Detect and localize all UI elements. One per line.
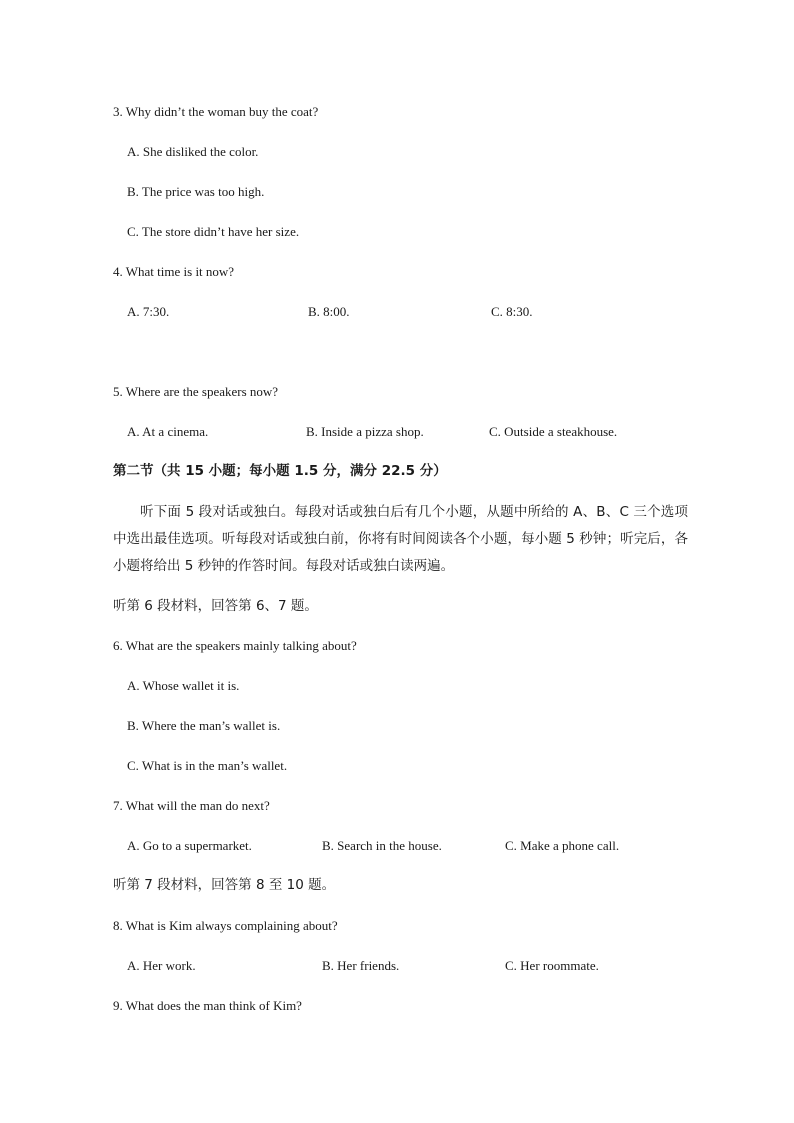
question-3-option-c: C. The store didn’t have her size. <box>127 224 300 239</box>
question-3-option-a: A. She disliked the color. <box>127 144 259 159</box>
question-6-option-a: A. Whose wallet it is. <box>127 678 240 693</box>
question-6-stem: 6. What are the speakers mainly talking about? <box>113 638 357 653</box>
question-5-option-b: B. Inside a pizza shop. <box>306 424 424 439</box>
question-5-option-c: C. Outside a steakhouse. <box>489 424 618 439</box>
section-2-instructions: 听下面 5 段对话或独白。每段对话或独白后有几个小题，从题中所给的 A、B、C 三个选项中选出最佳选项。听每段对话或独白前，你将有时间阅读各个小题，每小题 5 秒钟；听完后，各小题将给出 5 秒钟的作答时间。每段对话或独白读两遍。 <box>113 504 688 574</box>
question-8-option-b: B. Her friends. <box>322 958 400 973</box>
section-2-heading: 第二节（共 15 小题；每小题 1.5 分，满分 22.5 分） <box>113 463 447 479</box>
question-9-stem: 9. What does the man think of Kim? <box>113 998 302 1013</box>
material-7-label: 听第 7 段材料，回答第 8 至 10 题。 <box>113 877 336 893</box>
question-7-option-c: C. Make a phone call. <box>505 838 620 853</box>
question-7-stem: 7. What will the man do next? <box>113 798 270 813</box>
question-4-option-a: A. 7:30. <box>127 304 170 319</box>
question-4-option-c: C. 8:30. <box>491 304 533 319</box>
question-7-option-a: A. Go to a supermarket. <box>127 838 252 853</box>
question-4-option-b: B. 8:00. <box>308 304 350 319</box>
material-6-label: 听第 6 段材料，回答第 6、7 题。 <box>113 598 318 614</box>
question-3-stem: 3. Why didn’t the woman buy the coat? <box>113 104 319 119</box>
question-6-option-c: C. What is in the man’s wallet. <box>127 758 288 773</box>
question-5-option-a: A. At a cinema. <box>127 424 209 439</box>
question-8-stem: 8. What is Kim always complaining about? <box>113 918 338 933</box>
question-6-option-b: B. Where the man’s wallet is. <box>127 718 281 733</box>
question-5-stem: 5. Where are the speakers now? <box>113 384 279 399</box>
question-7-option-b: B. Search in the house. <box>322 838 442 853</box>
question-8-option-a: A. Her work. <box>127 958 196 973</box>
question-8-option-c: C. Her roommate. <box>505 958 599 973</box>
question-4-stem: 4. What time is it now? <box>113 264 235 279</box>
question-3-option-b: B. The price was too high. <box>127 184 265 199</box>
